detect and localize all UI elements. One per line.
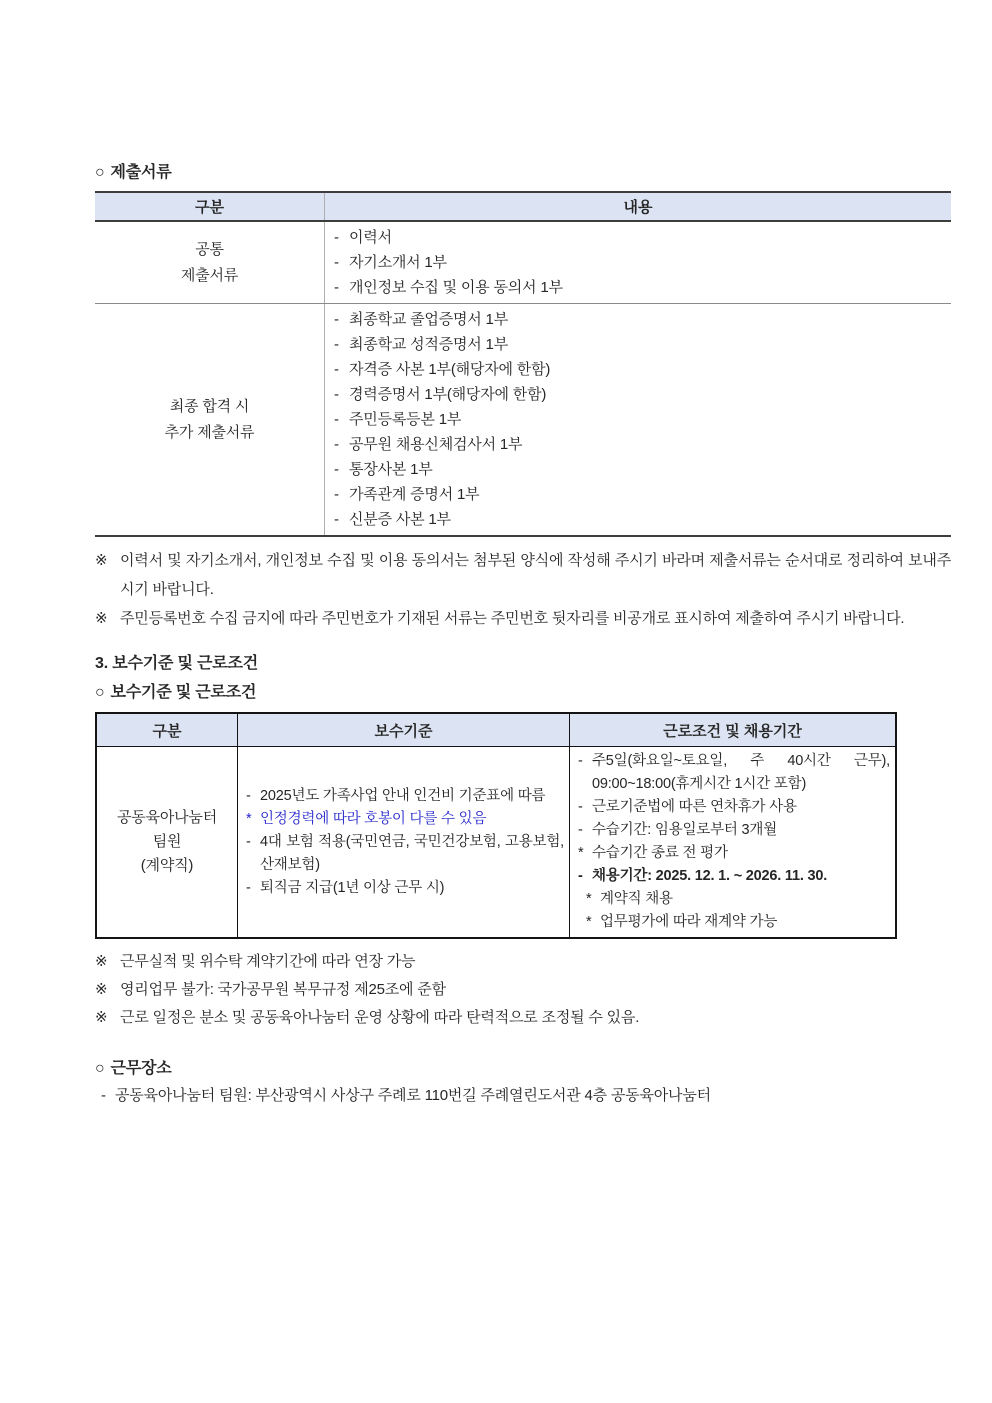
item-text: 채용기간: 2025. 12. 1. ~ 2026. 11. 30. [592,868,828,884]
note-text: 근무실적 및 위수탁 계약기간에 따라 연장 가능 [120,953,416,970]
document-item [334,332,945,357]
pay-standard-cell [238,747,570,937]
dash-marker: - [334,486,339,503]
pay-conditions-table [95,712,897,939]
reference-mark: ※ [95,552,108,569]
workplace-address-line [95,1085,951,1107]
document-item [578,819,890,842]
pay-header-standard: 보수기준 [238,714,570,746]
submission-table-header-row [95,193,951,222]
pay-sub-title-text: 보수기준 및 근로조건 [110,684,257,701]
item-text: 자격증 사본 1부(해당자에 한함) [349,361,551,378]
reference-mark: ※ [95,981,108,998]
dash-marker: - [334,279,339,296]
submission-header-content: 내용 [623,199,653,216]
dash-marker: - [334,361,339,378]
pay-row-label [97,747,238,937]
document-item [246,808,564,831]
item-text: 자기소개서 1부 [349,254,447,271]
submission-row-final [95,303,951,535]
label-line: (계약직) [140,857,194,874]
item-text: 이력서 [349,229,392,246]
submission-row-final-items [325,304,951,535]
submission-row-common [95,222,951,303]
item-text: 신분증 사본 1부 [349,511,451,528]
document-item [578,888,890,911]
document-item [334,432,945,457]
work-conditions-cell [570,747,895,937]
item-text: 계약직 채용 [600,891,673,907]
label-line: 추가 제출서류 [164,423,255,441]
pay-table-body-row [97,747,895,937]
reference-note [95,546,951,604]
pay-table-header-row [97,714,895,747]
document-item [578,750,890,796]
note-text: 영리업무 불가: 국가공무원 복무규정 제25조에 준함 [120,981,446,998]
pay-section-number-title: 3. 보수기준 및 근로조건 [95,655,258,672]
submission-table [95,191,951,537]
item-text: 2025년도 가족사업 안내 인건비 기준표에 따름 [260,787,546,804]
document-item [334,457,945,482]
pay-section-sub-title [95,683,951,702]
item-marker: - [246,787,251,804]
document-item [246,831,564,877]
item-marker: - [578,799,583,815]
label-line: 공통 [195,240,224,258]
pay-header-conditions: 근로조건 및 채용기간 [663,722,802,740]
item-marker: * [578,845,584,861]
item-marker: - [246,879,251,896]
pay-header-category: 구분 [97,714,238,746]
item-text: 공무원 채용신체검사서 1부 [349,436,523,453]
item-marker: * [586,914,592,930]
document-item [334,225,945,250]
document-content [95,163,951,1107]
dash-marker: - [101,1087,106,1104]
dash-marker: - [334,254,339,271]
dash-marker: - [334,511,339,528]
submission-notes [95,546,951,633]
dash-marker: - [334,336,339,353]
reference-note [95,1004,951,1032]
document-item [334,507,945,532]
item-text: 통장사본 1부 [349,461,433,478]
document-item [334,407,945,432]
item-text: 업무평가에 따라 재계약 가능 [600,914,778,930]
item-marker: * [586,891,592,907]
document-item [246,785,564,808]
reference-mark: ※ [95,610,108,627]
reference-note [95,604,951,633]
item-text: 근로기준법에 따른 연차휴가 사용 [592,799,797,815]
document-item [334,357,945,382]
item-text: 퇴직금 지급(1년 이상 근무 시) [260,879,445,896]
document-item [578,911,890,934]
item-text: 가족관계 증명서 1부 [349,486,480,503]
submission-row-final-label [95,304,325,535]
item-marker: - [578,822,583,838]
dash-marker: - [334,311,339,328]
document-item [578,796,890,819]
dash-marker: - [334,436,339,453]
workplace-section-title [95,1059,951,1078]
submission-section-title [95,163,951,182]
document-item [334,275,945,300]
circle-bullet: ○ [95,164,105,181]
label-line: 팀원 [152,833,182,850]
submission-header-category: 구분 [95,193,325,220]
item-marker: - [246,833,251,850]
circle-bullet: ○ [95,1060,105,1077]
label-line: 제출서류 [180,266,239,284]
item-text: 최종학교 졸업증명서 1부 [349,311,508,328]
document-item [334,382,945,407]
label-line: 최종 합격 시 [169,397,250,415]
item-marker: * [246,810,252,827]
dash-marker: - [334,229,339,246]
reference-mark: ※ [95,953,108,970]
note-text: 근로 일정은 분소 및 공동육아나눔터 운영 상황에 따라 탄력적으로 조정될 수 있음. [120,1009,640,1026]
dash-marker: - [334,386,339,403]
reference-note [95,948,951,976]
item-text: 개인정보 수집 및 이용 동의서 1부 [349,279,563,296]
item-text: 최종학교 성적증명서 1부 [349,336,508,353]
item-text: 주5일(화요일~토요일, 주 40시간 근무), 09:00~18:00(휴게시간 1시간 포함) [592,753,890,792]
item-text: 4대 보험 적용(국민연금, 국민건강보험, 고용보험, 산재보험) [260,833,564,873]
dash-marker: - [334,461,339,478]
item-text: 경력증명서 1부(해당자에 한함) [349,386,547,403]
workplace-title-text: 근무장소 [110,1060,172,1077]
document-item [578,842,890,865]
note-text: 이력서 및 자기소개서, 개인정보 수집 및 이용 동의서는 첨부된 양식에 작성해 주시기 바라며 제출서류는 순서대로 정리하여 보내주시기 바랍니다. [120,552,951,598]
document-item [246,877,564,900]
item-text: 수습기간: 임용일로부터 3개월 [592,822,778,838]
item-text: 수습기간 종료 전 평가 [592,845,728,861]
label-line: 공동육아나눔터 [116,809,218,826]
workplace-address-text: 공동육아나눔터 팀원: 부산광역시 사상구 주례로 110번길 주례열린도서관 4층 공동육아나눔터 [115,1087,711,1104]
document-item [334,482,945,507]
reference-mark: ※ [95,1009,108,1026]
item-text: 인정경력에 따라 호봉이 다를 수 있음 [260,810,487,827]
pay-section-notes [95,948,951,1032]
submission-row-common-label [95,222,325,303]
submission-row-common-items [325,222,951,303]
dash-marker: - [334,411,339,428]
note-text: 주민등록번호 수집 금지에 따라 주민번호가 기재된 서류는 주민번호 뒷자리를 비공개로 표시하여 제출하여 주시기 바랍니다. [120,610,905,627]
item-marker: - [578,868,583,884]
document-item [334,250,945,275]
document-item [578,865,890,888]
item-marker: - [578,753,583,769]
circle-bullet: ○ [95,684,105,701]
submission-title-text: 제출서류 [110,164,172,181]
reference-note [95,976,951,1004]
document-item [334,307,945,332]
item-text: 주민등록등본 1부 [349,411,462,428]
